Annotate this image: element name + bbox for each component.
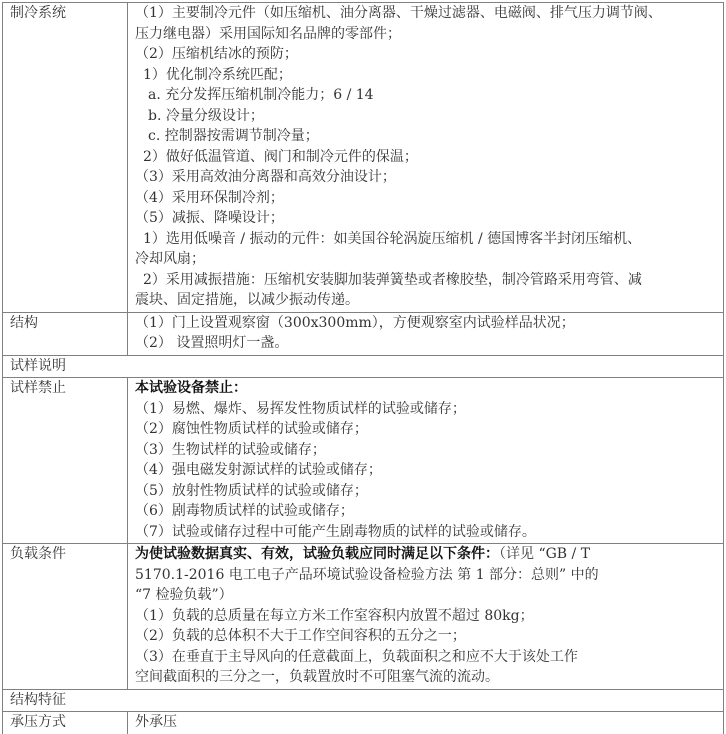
content-line <box>135 188 716 209</box>
text-segment: （3）采用高效油分离器和高效分油设计； <box>135 169 396 185</box>
spec-table <box>2 2 724 734</box>
text-segment: （2）负载的总体积不大于工作空间容积的五分之一； <box>135 628 466 644</box>
text-segment: （7）试验或储存过程中可能产生剧毒物质的试样的试验或储存。 <box>135 523 536 540</box>
row-label: 负载条件 <box>3 544 128 690</box>
content-line <box>135 270 716 291</box>
row-content <box>128 3 724 313</box>
table-row <box>3 544 724 690</box>
row-label: 制冷系统 <box>3 3 128 313</box>
text-segment: （4）强电磁发射源试样的试验或储存； <box>135 462 382 478</box>
content-line <box>135 313 716 334</box>
text-segment: 5170.1-2016 电工电子产品环境试验设备检验方法 第 1 部分：总则” 中的 <box>135 566 599 583</box>
content-line <box>135 440 716 461</box>
content-line <box>135 399 716 420</box>
content-line <box>135 606 716 627</box>
content-line <box>135 712 716 733</box>
text-segment: 空间截面积的三分之一，负载置放时不可阻塞气流的流动。 <box>135 669 499 685</box>
content-line <box>135 460 716 481</box>
content-line <box>135 208 716 229</box>
table-row <box>3 3 724 313</box>
content-line <box>135 65 716 86</box>
text-segment: 1）选用低噪音 / 振动的元件：如美国谷轮涡旋压缩机 / 德国博客半封闭压缩机、 <box>143 230 642 247</box>
row-label: 承压方式 <box>3 712 128 734</box>
content-line <box>135 44 716 65</box>
content-line <box>135 167 716 188</box>
text-segment: （5）放射性物质试样的试验或储存； <box>135 482 368 499</box>
content-line <box>135 3 716 24</box>
content-line <box>135 585 716 606</box>
text-segment: （1）门上设置观察窗（300x300mm），方便观察室内试验样品状况； <box>135 314 575 331</box>
row-content <box>128 712 724 734</box>
text-segment: 冷却风扇； <box>135 251 205 267</box>
row-content <box>128 544 724 690</box>
text-segment: （2）腐蚀性物质试样的试验或储存； <box>135 421 368 437</box>
bold-text-segment: 本试验设备禁止： <box>135 380 247 396</box>
table-row <box>3 712 724 734</box>
text-segment: （1）负载的总质量在每立方米工作室容积内放置不超过 80kg； <box>135 607 534 624</box>
content-line <box>135 106 716 127</box>
content-line <box>135 333 716 354</box>
content-line <box>135 419 716 440</box>
text-segment: c. 控制器按需调节制冷量； <box>148 128 319 144</box>
content-line <box>135 647 716 668</box>
table-row <box>3 378 724 544</box>
content-line <box>135 501 716 522</box>
content-line <box>135 85 716 106</box>
content-line <box>135 249 716 270</box>
content-line <box>135 24 716 45</box>
content-line <box>135 378 716 399</box>
content-line <box>135 126 716 147</box>
text-segment: b. 冷量分级设计； <box>148 107 264 124</box>
text-segment: a. 充分发挥压缩机制冷能力；6 / 14 <box>148 87 374 103</box>
content-line <box>135 229 716 250</box>
text-segment: （详见 “GB / T <box>499 546 591 562</box>
text-segment: （3）生物试样的试验或储存； <box>135 441 326 458</box>
table-row <box>3 312 724 355</box>
content-line <box>135 481 716 502</box>
content-line <box>135 667 716 688</box>
text-segment: （2）压缩机结冰的预防； <box>135 46 298 62</box>
content-line <box>135 565 716 586</box>
table-row <box>3 355 724 378</box>
text-segment: “7 检验负载”） <box>135 587 233 603</box>
content-line <box>135 147 716 168</box>
text-segment: （1）主要制冷元件（如压缩机、油分离器、干燥过滤器、电磁阀、排气压力调节阀、 <box>135 5 662 21</box>
row-label: 结构 <box>3 312 128 355</box>
content-line <box>135 290 716 311</box>
text-segment: （6）剧毒物质试样的试验或储存； <box>135 503 354 519</box>
text-segment: 压力继电器）采用国际知名品牌的零部件； <box>135 25 401 42</box>
text-segment: 2）采用减振措施：压缩机安装脚加装弹簧垫或者橡胶垫，制冷管路采用弯管、减 <box>143 271 642 288</box>
text-segment: 震块、固定措施，以减少振动传递。 <box>135 292 359 308</box>
text-segment: （1）易燃、爆炸、易挥发性物质试样的试验或储存； <box>135 400 466 417</box>
text-segment: 外承压 <box>135 714 177 730</box>
text-segment: 2）做好低温管道、阀门和制冷元件的保温； <box>143 148 418 165</box>
text-segment: 1）优化制冷系统匹配； <box>143 66 292 83</box>
spec-table-body <box>3 3 724 734</box>
text-segment: （5）减振、降噪设计； <box>135 210 284 226</box>
content-line <box>135 544 716 565</box>
row-content <box>128 312 724 355</box>
row-label: 试样说明 <box>3 355 724 378</box>
text-segment: （2） 设置照明灯一盏。 <box>135 335 289 351</box>
row-content <box>128 378 724 544</box>
content-line <box>135 522 716 543</box>
row-label: 试样禁止 <box>3 378 128 544</box>
content-line <box>135 626 716 647</box>
table-row <box>3 689 724 712</box>
text-segment: （4）采用环保制冷剂； <box>135 189 284 206</box>
text-segment: （3）在垂直于主导风向的任意截面上，负载面积之和应不大于该处工作 <box>135 648 578 665</box>
row-label: 结构特征 <box>3 689 724 712</box>
bold-text-segment: 为使试验数据真实、有效，试验负载应同时满足以下条件： <box>135 546 499 562</box>
